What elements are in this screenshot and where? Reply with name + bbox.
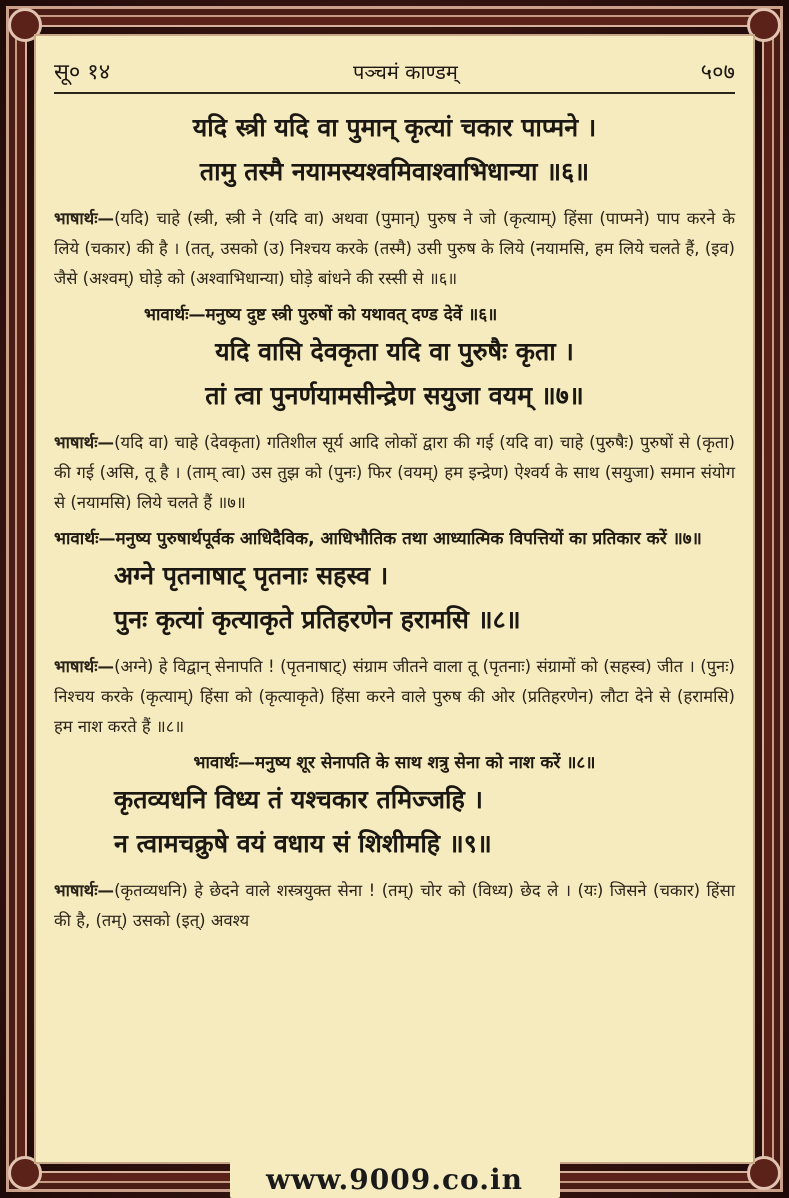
translation-label: भाषार्थः— <box>54 657 115 676</box>
translation-label: भाषार्थः— <box>54 433 115 452</box>
verse-line: कृतव्यधनि विध्य तं यश्चकार तमिज्जहि । <box>114 785 483 814</box>
translation-paragraph <box>54 876 735 936</box>
summary-line: भावार्थः—मनुष्य पुरुषार्थपूर्वक आधिदैविक, आधिभौतिक तथा आध्यात्मिक विपत्तियों का प्रतिकार करें ॥७॥ <box>54 529 702 549</box>
translation-paragraph <box>54 204 735 294</box>
translation-label: भाषार्थः— <box>54 209 115 228</box>
verse-line: यदि वासि देवकृता यदि वा पुरुषैः कृता । <box>215 337 574 366</box>
kanda-title: पञ्चमं काण्डम् <box>353 59 458 84</box>
verse-line: पुनः कृत्यां कृत्याकृते प्रतिहरणेन हरामसि ॥८॥ <box>114 605 521 634</box>
verse-line: तां त्वा पुनर्णयामसीन्द्रेण सयुजा वयम् ॥७॥ <box>205 381 584 410</box>
verse-line: तामु तस्मै नयामस्यश्वमिवाश्वाभिधान्या ॥६॥ <box>199 157 590 186</box>
verse-line: न त्वामचक्रुषे वयं वधाय सं शिशीमहि ॥९॥ <box>114 829 492 858</box>
sukta-number: सू० १४ <box>54 60 111 85</box>
summary-line: भावार्थः—मनुष्य शूर सेनापति के साथ शत्रु सेना को नाश करें ॥८॥ <box>193 753 596 773</box>
translation-label: भाषार्थः— <box>54 881 115 900</box>
translation-paragraph <box>54 652 735 742</box>
website-watermark: www.9009.co.in <box>266 1163 523 1196</box>
translation-text: (अग्ने) हे विद्वान् सेनापति ! (पृतनाषाट्) संग्राम जीतने वाला तू (पृतनाः) संग्रामों को (सहस्व) जीत । (पुनः) निश्चय करके (कृत्याम्) हिंसा को (कृत्याकृते) हिंसा करने वाले पुरुष की ओर (प्रतिहरणेन) लौटा देने से (हरामसि) हम नाश करते हैं ॥८॥ <box>54 657 735 736</box>
verse-line: यदि स्त्री यदि वा पुमान् कृत्यां चकार पाप्मने । <box>192 113 597 142</box>
translation-text: (यदि वा) चाहे (देवकृता) गतिशील सूर्य आदि लोकों द्वारा की गई (यदि वा) चाहे (पुरुषैः) पुरुषों से (कृता) की गई (असि, तू है । (ताम् त्वा) उस तुझ को (पुनः) फिर (वयम्) हम इन्द्रेण) ऐश्वर्य के साथ (सयुजा) समान संयोग से (नयामसि) लिये चलते हैं ॥७॥ <box>54 433 735 512</box>
translation-paragraph <box>54 428 735 518</box>
translation-text: (यदि) चाहे (स्त्री, स्त्री ने (यदि वा) अथवा (पुमान्) पुरुष ने जो (कृत्याम्) हिंसा (पाप्मने) पाप करने के लिये (चकार) की है । (तत्, उसको (उ) निश्चय करके (तस्मै) उसी पुरुष के लिये (नयामसि, हम लिये चलते हैं, (इव) जैसे (अश्वम्) घोड़े को (अश्वाभिधान्या) घोड़े बांधने की रस्सी से ॥६॥ <box>54 209 735 288</box>
summary-line: भावार्थः—मनुष्य दुष्ट स्त्री पुरुषों को यथावत् दण्ड देवें ॥६॥ <box>144 305 498 325</box>
page-content <box>54 106 735 936</box>
book-page <box>36 36 753 1162</box>
translation-text: (कृतव्यधनि) हे छेदने वाले शस्त्रयुक्त सेना ! (तम्) चोर को (विध्य) छेद ले । (यः) जिसने (चकार) हिंसा की है, (तम्) उसको (इत्) अवश्य <box>54 881 735 930</box>
page-header <box>54 50 735 94</box>
verse-line: अग्ने पृतनाषाट् पृतनाः सहस्व । <box>114 561 389 590</box>
page-number: ५०७ <box>700 60 735 85</box>
